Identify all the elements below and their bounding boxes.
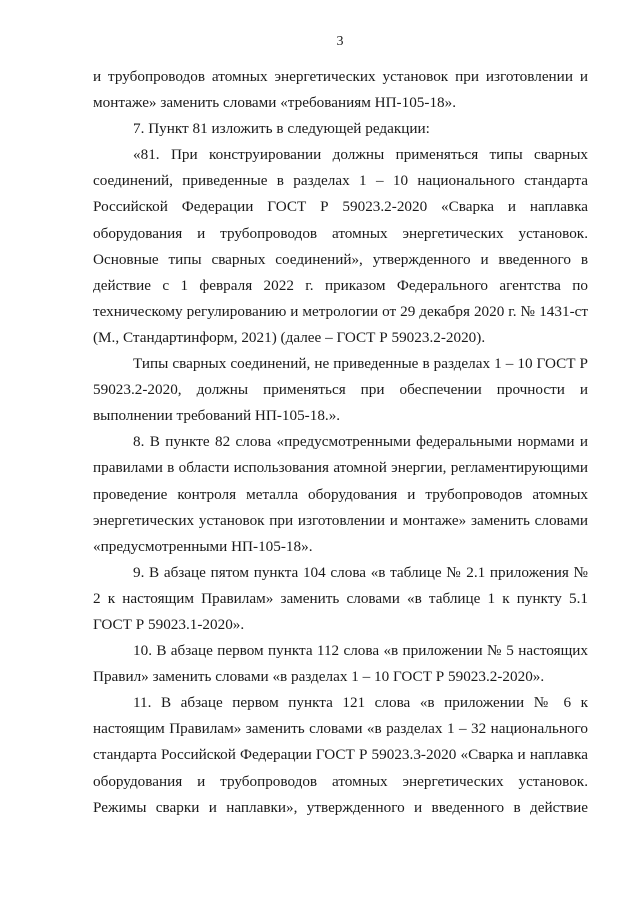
page-number: 3 (336, 34, 344, 49)
paragraph-item-11: 11. В абзаце первом пункта 121 слова «в приложении № 6 к настоящим Правилам» заменить словами «в разделах 1 – 32 национального стандарта Российской Федерации ГОСТ Р 59023.3-2020 «Сварка и наплавка оборудования и трубопроводов атомных энергетических установок. Режимы сварки и наплавки», утвержденного и введенного в действие (93, 694, 588, 816)
document-body (93, 64, 588, 821)
paragraph-continuation: и трубопроводов атомных энергетических установок при изготовлении и монтаже» заменить словами «требованиям НП-105-18». (93, 68, 588, 112)
paragraph-item-7: 7. Пункт 81 изложить в следующей редакции: (133, 120, 430, 138)
paragraph-weld-types: Типы сварных соединений, не приведенные в разделах 1 – 10 ГОСТ Р 59023.2-2020, должны применяться при обеспечении прочности и выполнении требований НП-105-18.». (93, 355, 588, 425)
paragraph-item-9: 9. В абзаце пятом пункта 104 слова «в таблице № 2.1 приложения № 2 к настоящим Правилам» заменить словами «в таблице 1 к пункту 5.1 ГОСТ Р 59023.1-2020». (93, 563, 588, 633)
paragraph-item-8: 8. В пункте 82 слова «предусмотренными федеральными нормами и правилами в области использования атомной энергии, регламентирующими проведение контроля металла оборудования и трубопроводов атомных энергетических установок при изготовлении и монтаже» заменить словами «предусмотренными НП-105-18». (93, 433, 588, 555)
paragraph-item-10: 10. В абзаце первом пункта 112 слова «в приложении № 5 настоящих Правил» заменить словами «в разделах 1 – 10 ГОСТ Р 59023.2-2020». (93, 642, 588, 686)
paragraph-clause-81: «81. При конструировании должны применяться типы сварных соединений, приведенные в разделах 1 – 10 национального стандарта Российской Федерации ГОСТ Р 59023.2-2020 «Сварка и наплавка оборудования и трубопроводов атомных энергетических установок. Основные типы сварных соединений», утвержденного и введенного в действие с 1 февраля 2022 г. приказом Федерального агентства по техническому регулированию и метрологии от 29 декабря 2020 г. № 1431-ст (М., Стандартинформ, 2021) (далее – ГОСТ Р 59023.2-2020). (93, 146, 588, 346)
